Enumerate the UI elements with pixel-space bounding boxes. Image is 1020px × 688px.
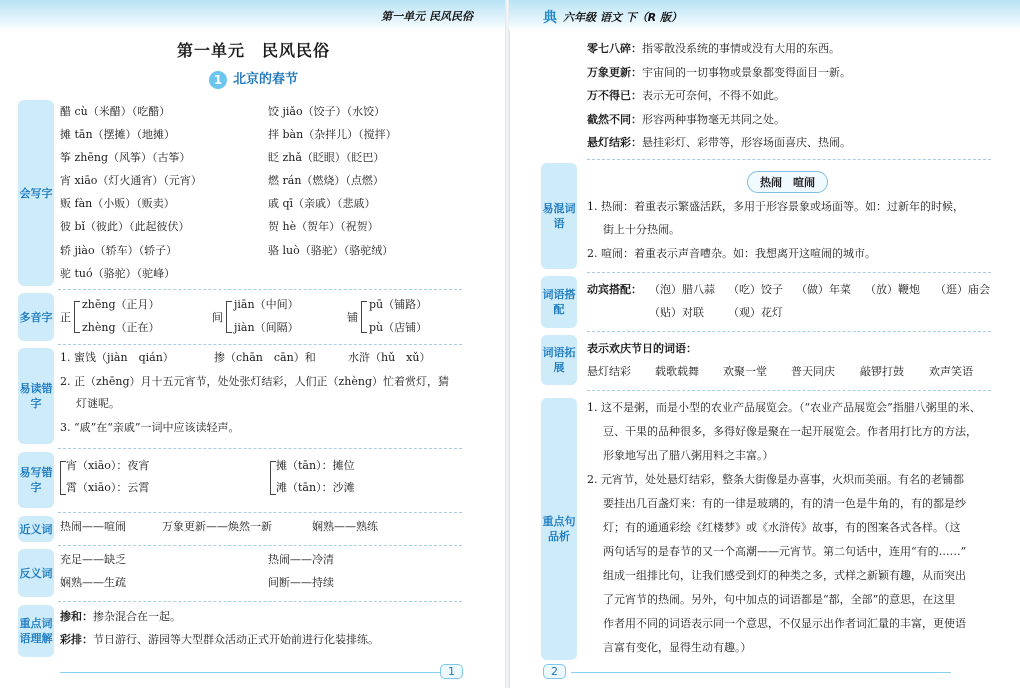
- confuse-text: 1. 热闹：着重表示繁盛活跃，多用于形容景象或场面等。: [587, 200, 865, 213]
- synonym-2: 娴熟——熟练: [312, 520, 378, 533]
- extension-title: [587, 342, 697, 356]
- misread-correct: jiàn: [107, 351, 128, 364]
- lesson-title: 北京的春节: [232, 72, 298, 87]
- label-collocation: 词语搭配: [541, 276, 577, 328]
- label-extension: 词语拓展: [541, 335, 577, 385]
- poly-r2-0: zhèng（正在）: [82, 321, 160, 334]
- misread-line-1b: [214, 351, 316, 365]
- label-analysis: 重点句品析: [541, 398, 577, 660]
- divider: [58, 545, 462, 546]
- collocation-r1-0: （泡）腊八蒜: [649, 283, 715, 296]
- miswrite-b1: 摊（tān）：摊位: [276, 459, 355, 472]
- collocation-r1-4: （逛）庙会: [935, 283, 990, 296]
- keyword-1: [60, 633, 379, 647]
- label-antonym: 反义词: [18, 549, 54, 597]
- book-title: 六年级 语文 下（R 版）: [563, 11, 682, 24]
- analysis-line-0: 1. 这不是粥，而是小型的农业产品展览会。（“农业产品展览会”指腊八粥里的米、: [587, 401, 981, 414]
- synonym-0: 热闹——喧闹: [60, 520, 126, 533]
- write-c1-1: 摊 tān（摆摊）（地摊）: [60, 128, 176, 141]
- misread-text: 水浒（: [348, 351, 381, 364]
- idiom-3: [587, 113, 785, 127]
- poly-char-0: 正: [60, 311, 71, 324]
- write-c1-0: 醋 cù（米醋）（吃醋）: [60, 105, 171, 118]
- extension-5: 欢声笑语: [929, 365, 973, 378]
- confuse-l2: [587, 247, 876, 261]
- divider: [58, 448, 462, 449]
- left-page: [0, 0, 507, 688]
- label-polyphone: 多音字: [18, 293, 54, 341]
- collocation-r1-2: （做）年菜: [796, 283, 851, 296]
- collocation-title: [587, 283, 642, 297]
- analysis-line-4: 要挂出几百盏灯来：有的一律是玻璃的，有的清一色是牛角的，有的都是纱: [603, 497, 966, 510]
- keyword-term: 彩排：: [60, 633, 93, 646]
- idiom-def: 形容两种事物毫无共同之处。: [642, 113, 785, 126]
- poly-r2-1: jiàn（间隔）: [234, 321, 299, 334]
- poly-r1-2: pū（铺路）: [369, 298, 428, 311]
- write-c2-5: 贺 hè（贺年）（祝贺）: [268, 220, 379, 233]
- misread-text: cān）和: [262, 351, 316, 364]
- analysis-line-1: 豆、干果的品种很多，多得好像是聚在一起开展览会。作者用打比方的方法，: [603, 425, 977, 438]
- label-misread: 易读错字: [18, 348, 54, 444]
- divider: [587, 159, 991, 160]
- idiom-4: [587, 136, 851, 150]
- analysis-line-7: 组成一组排比句，让我们感受到灯的种类之多，式样之新颖有趣，从而突出: [603, 569, 966, 582]
- miswrite-a2: 霄（xiāo）：云霄: [66, 481, 150, 494]
- write-c1-2: 筝 zhēng（风筝）（古筝）: [60, 151, 191, 164]
- misread-correct: chān: [236, 351, 263, 364]
- confuse-example: 如：过新年的时候，: [865, 200, 964, 213]
- extension-0: 悬灯结彩: [587, 365, 631, 378]
- confuse-text: 2. 喧闹：着重表示声音嘈杂。: [587, 247, 733, 260]
- extension-1: 载歌载舞: [655, 365, 699, 378]
- lesson-title-row: [0, 68, 507, 89]
- confuse-example: 如：我想离开这喧闹的城市。: [733, 247, 876, 260]
- idiom-0: [587, 42, 840, 56]
- analysis-line-6: 两句话写的是春节的又一个高潮——元宵节。第二句话中，连用“有的……”: [603, 545, 967, 558]
- collocation-r2-0: （贴）对联: [649, 306, 704, 319]
- idiom-def: 悬挂彩灯、彩带等，形容场面喜庆、热闹。: [642, 136, 851, 149]
- write-c1-7: 驼 tuó（骆驼）（驼峰）: [60, 267, 176, 280]
- analysis-line-9: 作者用不同的词语表示同一个意思，不仅显示出作者词汇量的丰富，更使语: [603, 617, 966, 630]
- antonym-2: 娴熟——生疏: [60, 576, 126, 589]
- misread-line-3: 3. “戚”在“亲戚”一词中应该读轻声。: [60, 421, 240, 434]
- misread-line-2b: 灯谜呢。: [76, 397, 120, 410]
- write-c1-3: 宵 xiāo（灯火通宵）（元宵）: [60, 174, 202, 187]
- analysis-line-10: 言富有变化，显得生动有趣。）: [603, 641, 752, 654]
- poly-char-1: 间: [212, 311, 223, 324]
- write-c2-1: 拌 bàn（杂拌儿）（搅拌）: [268, 128, 397, 141]
- page-number: 2: [543, 664, 566, 679]
- antonym-3: 间断——持续: [268, 576, 334, 589]
- analysis-line-8: 了元宵节的热闹。另外，句中加点的词语都是“都，全部”的意思，在这里: [603, 593, 956, 606]
- keyword-def: 节日游行、游园等大型群众活动正式开始前进行化装排练。: [93, 633, 379, 646]
- divider: [587, 390, 991, 391]
- idiom-term: 万不得已：: [587, 89, 642, 102]
- brace: [74, 301, 80, 333]
- misread-line-1c: [348, 351, 430, 365]
- footer-line: [60, 672, 440, 673]
- idiom-1: [587, 66, 851, 80]
- write-c1-5: 彼 bǐ（彼此）（此起彼伏）: [60, 220, 190, 233]
- page-number: 1: [440, 664, 463, 679]
- idiom-term: 零七八碎：: [587, 42, 642, 55]
- antonym-1: 热闹——冷清: [268, 553, 334, 566]
- confuse-pill: 热闹 喧闹: [747, 171, 828, 193]
- footer-line: [571, 672, 951, 673]
- write-c1-4: 贩 fàn（小贩）（贩卖）: [60, 197, 175, 210]
- misread-line-1: [60, 351, 174, 365]
- poly-char-2: 铺: [347, 311, 358, 324]
- write-c1-6: 轿 jiào（轿车）（轿子）: [60, 244, 178, 257]
- idiom-term: 悬灯结彩：: [587, 136, 642, 149]
- divider: [587, 272, 991, 273]
- misread-text: xǔ）: [395, 351, 431, 364]
- brace: [226, 301, 232, 333]
- label-synonym: 近义词: [18, 516, 54, 542]
- idiom-def: 指零散没系统的事情或没有大用的东西。: [642, 42, 840, 55]
- write-c2-4: 戚 qī（亲戚）（悲戚）: [268, 197, 376, 210]
- right-page: [509, 0, 1020, 688]
- synonym-1: 万象更新——焕然一新: [162, 520, 272, 533]
- misread-line-2: 2. 正（zhēng）月十五元宵节，处处张灯结彩，人们正（zhèng）忙着赏灯，猜: [60, 375, 450, 388]
- divider: [58, 512, 462, 513]
- label-keywords: 重点词语理解: [18, 605, 54, 657]
- extension-3: 普天同庆: [791, 365, 835, 378]
- collocation-r1-3: （放）鞭炮: [865, 283, 920, 296]
- confuse-l1b: 街上十分热闹。: [603, 223, 680, 236]
- divider: [58, 344, 462, 345]
- keyword-0: [60, 610, 181, 624]
- misread-correct: hǔ: [381, 351, 396, 364]
- keyword-term: 掺和：: [60, 610, 93, 623]
- divider: [58, 601, 462, 602]
- divider: [587, 331, 991, 332]
- unit-title: 第一单元 民风民俗: [176, 41, 330, 60]
- idiom-term: 截然不同：: [587, 113, 642, 126]
- book-header: [543, 7, 682, 27]
- poly-r1-0: zhēng（正月）: [82, 298, 160, 311]
- keyword-def: 掺杂混合在一起。: [93, 610, 181, 623]
- extension-title-text: 表示欢庆节日的词语：: [587, 342, 697, 355]
- brand-logo: 典: [543, 10, 557, 26]
- write-c2-0: 饺 jiǎo（饺子）（水饺）: [268, 105, 386, 118]
- misread-text: qián）: [127, 351, 174, 364]
- divider: [58, 289, 462, 290]
- lesson-number-badge: 1: [209, 71, 227, 89]
- idiom-def: 宇宙间的一切事物或景象都变得面目一新。: [642, 66, 851, 79]
- analysis-line-3: 2. 元宵节，处处悬灯结彩，整条大街像是办喜事，火炽而美丽。有名的老铺都: [587, 473, 964, 486]
- poly-r1-1: jiān（中间）: [234, 298, 299, 311]
- idiom-term: 万象更新：: [587, 66, 642, 79]
- collocation-r2-1: （观）花灯: [728, 306, 783, 319]
- antonym-0: 充足——缺乏: [60, 553, 126, 566]
- miswrite-a1: 宵（xiāo）：夜宵: [66, 459, 150, 472]
- label-write: 会写字: [18, 100, 54, 286]
- extension-4: 敲锣打鼓: [860, 365, 904, 378]
- idiom-def: 表示无可奈何，不得不如此。: [642, 89, 785, 102]
- poly-r2-2: pù（店铺）: [369, 321, 428, 334]
- label-confuse: 易混词语: [541, 163, 577, 269]
- label-miswrite: 易写错字: [18, 452, 54, 508]
- collocation-r1-1: （吃）饺子: [728, 283, 783, 296]
- collocation-title-text: 动宾搭配：: [587, 283, 642, 296]
- misread-text: 1. 蜜饯（: [60, 351, 107, 364]
- extension-2: 欢聚一堂: [723, 365, 767, 378]
- write-c2-2: 眨 zhǎ（眨眼）（眨巴）: [268, 151, 385, 164]
- chapter-header: 第一单元 民风民俗: [381, 10, 473, 23]
- analysis-line-5: 灯；有的通通彩绘《红楼梦》或《水浒传》故事，有的图案各式各样。（这: [603, 521, 961, 534]
- miswrite-b2: 滩（tān）：沙滩: [276, 481, 355, 494]
- misread-text: 掺（: [214, 351, 236, 364]
- brace: [361, 301, 367, 333]
- analysis-line-2: 形象地写出了腊八粥用料之丰富。）: [603, 449, 774, 462]
- confuse-l1: [587, 200, 964, 214]
- write-c2-3: 燃 rán（燃烧）（点燃）: [268, 174, 384, 187]
- idiom-2: [587, 89, 785, 103]
- write-c2-6: 骆 luò（骆驼）（骆驼绒）: [268, 244, 394, 257]
